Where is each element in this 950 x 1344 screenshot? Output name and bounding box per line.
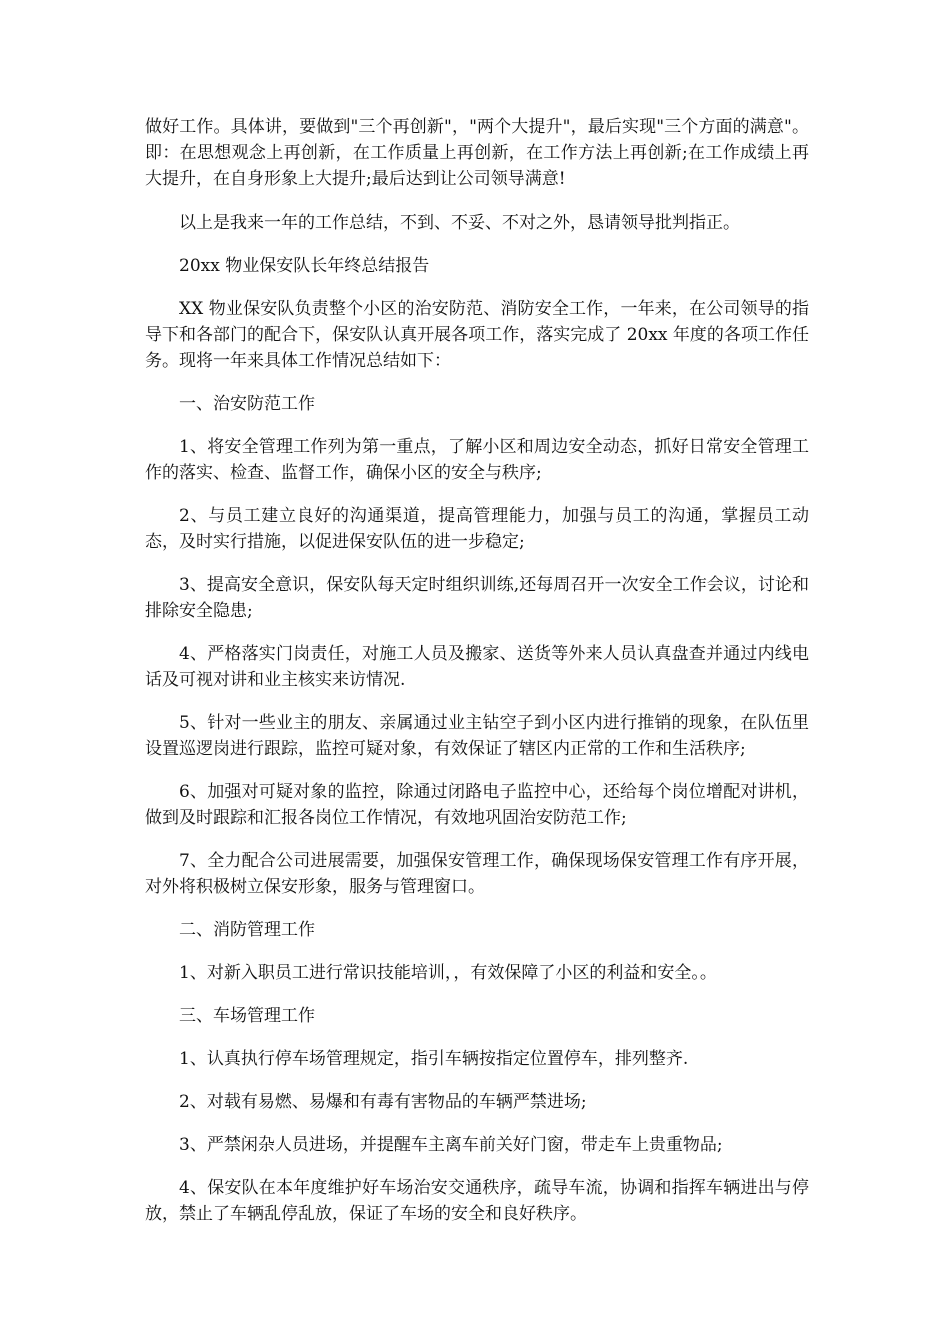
list-item: 1、认真执行停车场管理规定，指引车辆按指定位置停车，排列整齐. xyxy=(179,1049,689,1069)
paragraph-report-intro: XX 物业保安队负责整个小区的治安防范、消防安全工作，一年来，在公司领导的指导下和各部门的配合下，保安队认真开展各项工作，落实完成了 20xx 年度的各项工作任务。现将一年来具体工作情况总结如下： xyxy=(145,299,809,371)
list-item: 6、加强对可疑对象的监控，除通过闭路电子监控中心，还给每个岗位增配对讲机，做到及时跟踪和汇报各岗位工作情况，有效地巩固治安防范工作; xyxy=(145,782,809,828)
list-item: 5、针对一些业主的朋友、亲属通过业主钻空子到小区内进行推销的现象，在队伍里设置巡逻岗进行跟踪，监控可疑对象，有效保证了辖区内正常的工作和生活秩序; xyxy=(145,713,809,759)
section-heading-security: 一、治安防范工作 xyxy=(179,394,315,414)
document-body xyxy=(145,114,809,1244)
list-item: 3、严禁闲杂人员进场，并提醒车主离车前关好门窗，带走车上贵重物品; xyxy=(179,1135,723,1155)
list-item: 3、提高安全意识，保安队每天定时组织训练,还每周召开一次安全工作会议，讨论和排除安全隐患; xyxy=(145,575,809,621)
list-item: 2、与员工建立良好的沟通渠道，提高管理能力，加强与员工的沟通，掌握员工动态，及时实行措施，以促进保安队伍的进一步稳定; xyxy=(145,506,809,552)
paragraph-intro-continuation: 做好工作。具体讲，要做到"三个再创新"，"两个大提升"，最后实现"三个方面的满意"。即：在思想观念上再创新，在工作质量上再创新，在工作方法上再创新;在工作成绩上再大提升，在自身形象上大提升;最后达到让公司领导满意! xyxy=(145,117,809,189)
list-item: 4、严格落实门岗责任，对施工人员及搬家、送货等外来人员认真盘查并通过内线电话及可视对讲和业主核实来访情况. xyxy=(145,644,809,690)
paragraph-closing-remark: 以上是我来一年的工作总结，不到、不妥、不对之外，恳请领导批判指正。 xyxy=(179,213,740,233)
list-item: 4、保安队在本年度维护好车场治安交通秩序，疏导车流，协调和指挥车辆进出与停放，禁止了车辆乱停乱放，保证了车场的安全和良好秩序。 xyxy=(145,1178,809,1224)
list-item: 7、全力配合公司进展需要，加强保安管理工作，确保现场保安管理工作有序开展，对外将积极树立保安形象，服务与管理窗口。 xyxy=(145,851,809,897)
list-item: 2、对载有易燃、易爆和有毒有害物品的车辆严禁进场; xyxy=(179,1092,587,1112)
section-heading-parking: 三、车场管理工作 xyxy=(179,1006,315,1026)
list-item: 1、对新入职员工进行常识技能培训，，有效保障了小区的利益和安全。。 xyxy=(179,963,717,983)
report-title: 20xx 物业保安队长年终总结报告 xyxy=(179,256,430,276)
section-heading-fire: 二、消防管理工作 xyxy=(179,920,315,940)
list-item: 1、将安全管理工作列为第一重点，了解小区和周边安全动态，抓好日常安全管理工作的落实、检查、监督工作，确保小区的安全与秩序; xyxy=(145,437,809,483)
